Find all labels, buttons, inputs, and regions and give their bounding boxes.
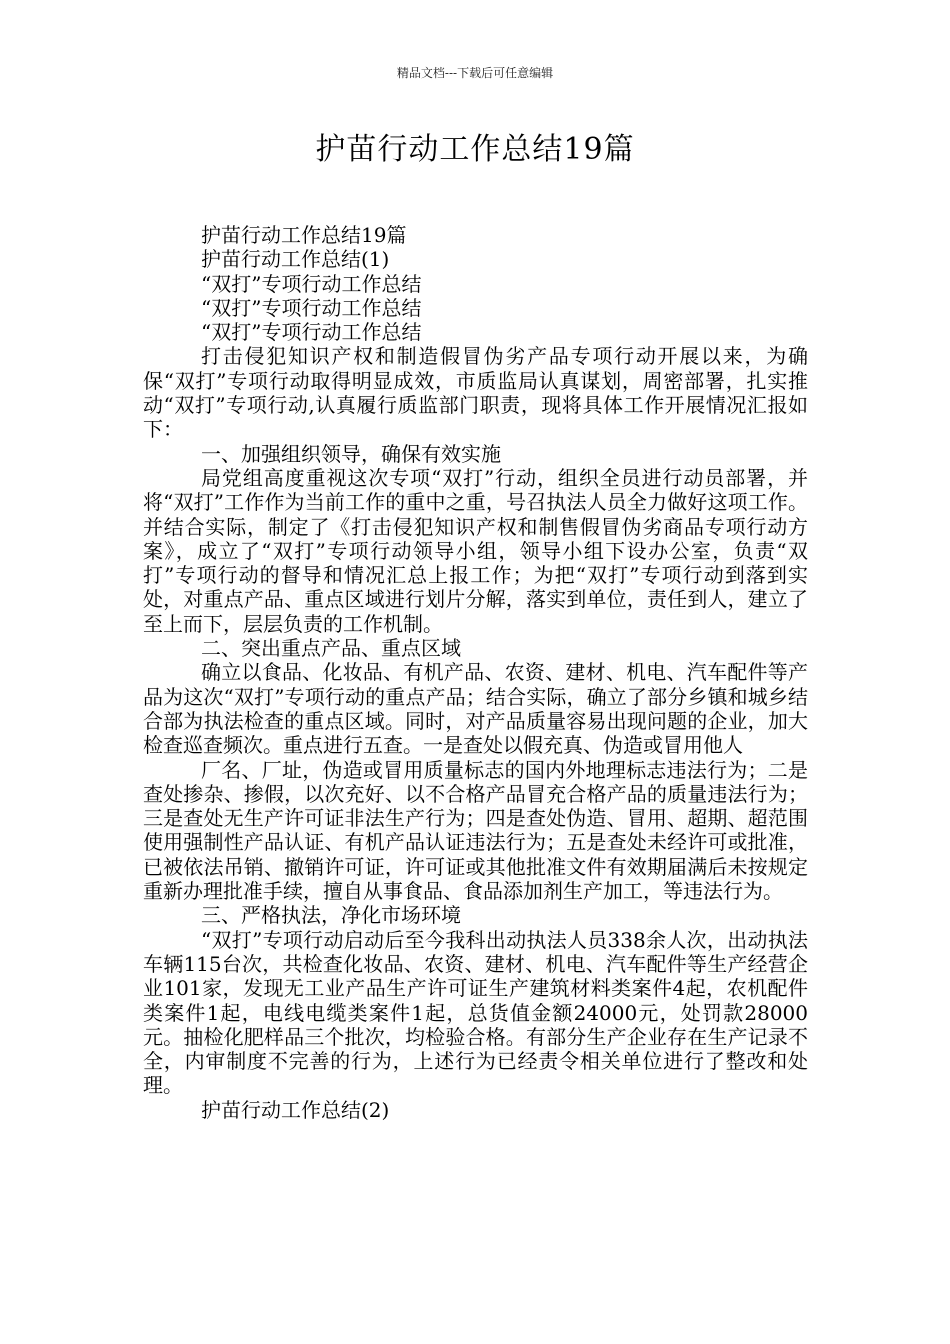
paragraph-heading: “双打”专项行动工作总结 [201,271,422,296]
subheading-3: 三、严格执法，净化市场环境 [201,903,461,928]
paragraph-heading: “双打”专项行动工作总结 [201,295,422,320]
paragraph-body: “双打”专项行动启动后至今我科出动执法人员338余人次，出动执法车辆115台次，共检查化妆品、农资、建材、机电、汽车配件等生产经营企业101家，发现无工业产品生产许可证生产建筑材料类案件4起，农机配件类案件1起，电线电缆类案件1起，总货值金额24000元，处罚款28000元。抽检化肥样品三个批次，均检验合格。有部分生产企业存在生产记录不全，内审制度不完善的行为，上述行为已经责令相关单位进行了整改和处理。 [143,927,808,1098]
subheading-2: 二、突出重点产品、重点区域 [201,636,461,661]
paragraph-intro: 打击侵犯知识产权和制造假冒伪劣产品专项行动开展以来，为确保“双打”专项行动取得明显成效，市质监局认真谋划，周密部署，扎实推动“双打”专项行动,认真履行质监部门职责，现将具体工作开展情况汇报如下： [143,344,808,442]
document-body [143,223,808,1122]
section-heading-2: 护苗行动工作总结(2) [201,1097,390,1122]
paragraph-body: 局党组高度重视这次专项“双打”行动，组织全员进行动员部署，并将“双打”工作作为当前工作的重中之重，号召执法人员全力做好这项工作。并结合实际，制定了《打击侵犯知识产权和制售假冒伪劣商品专项行动方案》，成立了“双打”专项行动领导小组，领导小组下设办公室，负责“双打”专项行动的督导和情况汇总上报工作；为把“双打”专项行动到落到实处，对重点产品、重点区域进行划片分解，落实到单位，责任到人，建立了至上而下，层层负责的工作机制。 [143,465,808,636]
paragraph-heading: “双打”专项行动工作总结 [201,320,422,345]
section-heading-1: 护苗行动工作总结(1) [201,247,390,272]
paragraph-body: 确立以食品、化妆品、有机产品、农资、建材、机电、汽车配件等产品为这次“双打”专项行动的重点产品；结合实际，确立了部分乡镇和城乡结合部为执法检查的重点区域。同时，对产品质量容易出现问题的企业，加大检查巡查频次。重点进行五查。一是查处以假充真、伪造或冒用他人 [143,660,808,758]
subheading-1: 一、加强组织领导，确保有效实施 [201,441,501,466]
paragraph-subtitle: 护苗行动工作总结19篇 [201,223,407,247]
paragraph-body: 厂名、厂址，伪造或冒用质量标志的国内外地理标志违法行为；二是查处掺杂、掺假，以次充好、以不合格产品冒充合格产品的质量违法行为；三是查处无生产许可证非法生产行为；四是查处伪造、冒用、超期、超范围使用强制性产品认证、有机产品认证违法行为；五是查处未经许可或批准，已被依法吊销、撤销许可证，许可证或其他批准文件有效期届满后未按规定重新办理批准手续，擅自从事食品、食品添加剂生产加工，等违法行为。 [143,757,808,904]
document-title: 护苗行动工作总结19篇 [315,132,635,167]
page-header-watermark: 精品文档---下载后可任意编辑 [396,66,554,80]
